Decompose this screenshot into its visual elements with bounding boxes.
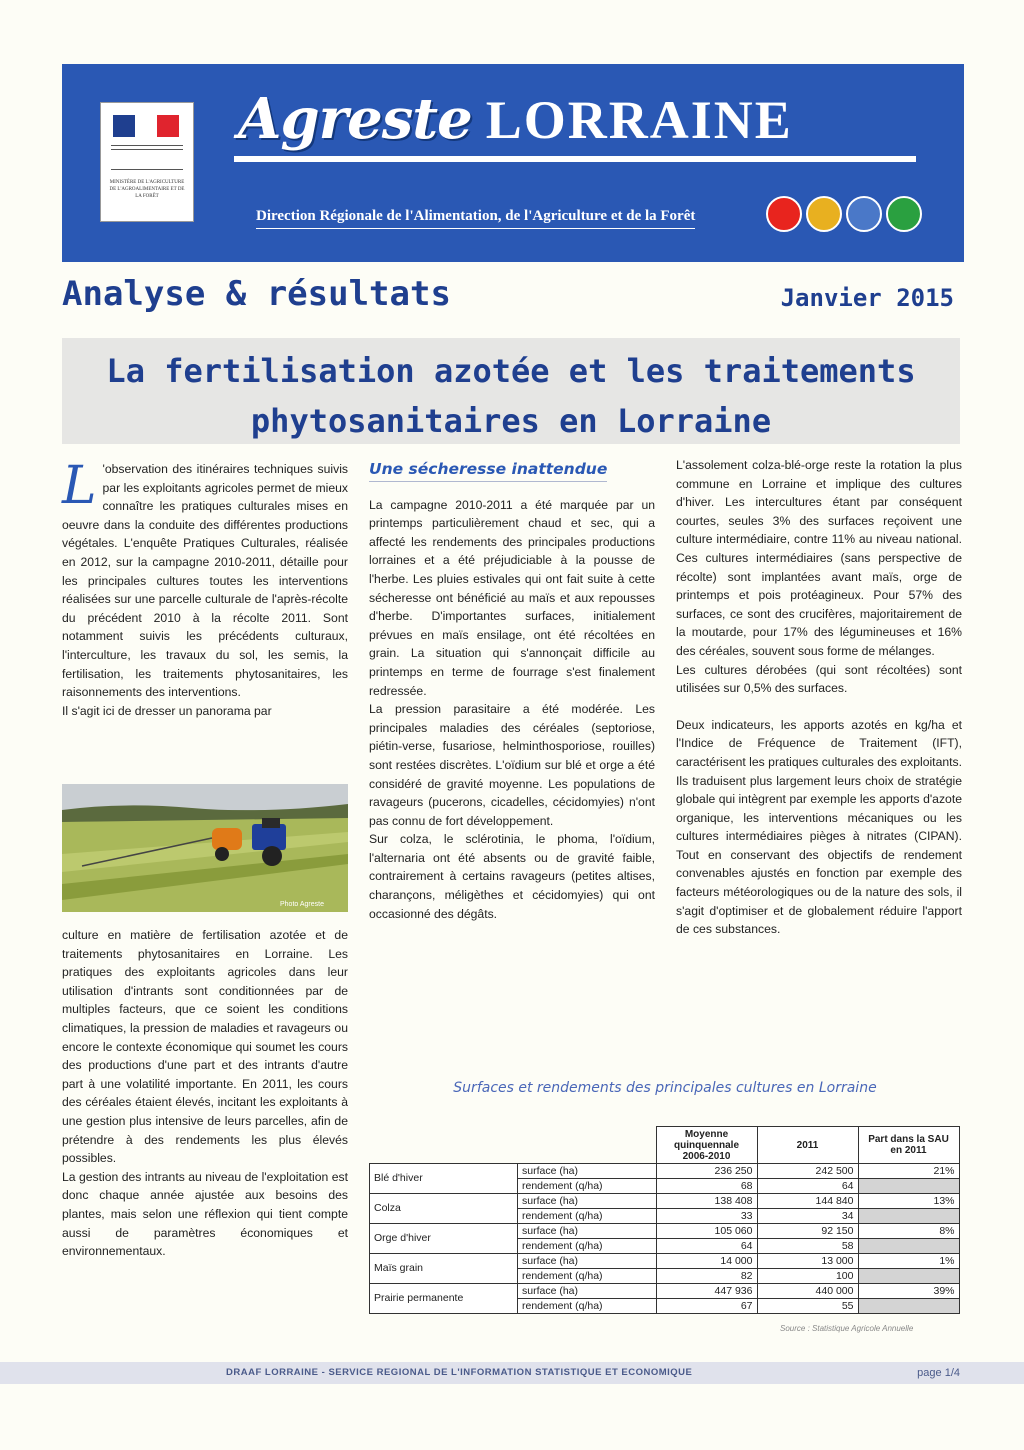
metric-label: surface (ha)	[518, 1164, 657, 1179]
value-2011: 58	[757, 1239, 858, 1254]
table-row	[370, 1194, 960, 1209]
value-average: 105 060	[656, 1224, 757, 1239]
crop-name: Orge d'hiver	[370, 1224, 518, 1254]
column-3	[676, 456, 962, 939]
metric-label: rendement (q/ha)	[518, 1209, 657, 1224]
page-number: page 1/4	[917, 1367, 960, 1379]
title-line-2: phytosanitaires en Lorraine	[250, 402, 772, 440]
column-1-top	[62, 456, 348, 720]
value-2011: 100	[757, 1269, 858, 1284]
col1-paragraph-3: culture en matière de fertilisation azotée et de traitements phytosanitaires en Lorraine. Les pratiques des exploitants agricoles dans leur utilisation d'intrants sont conditionnées par de multiples facteurs, que ce soient les conditions climatiques, la pression de maladies et ravageurs ou encore le contexte économique qui soumet les cours des productions d'une part et des intrants d'autre part à une volatilité importante. En 2011, les cours des céréales étaient élevés, incitant les exploitants à une gestion plus intensive de leurs parcelles, afin de prétendre à des rendements les plus élevés possibles.	[62, 928, 348, 1166]
red-dot-icon	[766, 196, 802, 232]
green-dot-icon	[886, 196, 922, 232]
col1-paragraph-1: 'observation des itinéraires techniques suivis par les exploitants agricoles permet de mieux connaître les pratiques culturales mises en oeuvre dans la conduite des différentes productions végétales. L'enquête Pratiques Culturales, réalisée en 2012, sur la campagne 2010-2011, détaille pour les principales cultures toutes les interventions réalisées sur une parcelle culturale de l'après-récolte du précédent 2010 à la récolte 2011. Sont notamment suivis les précédents culturaux, l'interculture, les travaux du sol, les semis, la fertilisation, les traitements phytosanitaires, les raisonnements des interventions.	[62, 462, 348, 700]
col1-paragraph-2: Il s'agit ici de dresser un panorama par	[62, 703, 272, 718]
empty-cell	[858, 1209, 959, 1224]
empty-cell	[858, 1299, 959, 1314]
value-2011: 144 840	[757, 1194, 858, 1209]
column-2	[369, 460, 655, 923]
blue-dot-icon	[846, 196, 882, 232]
value-average: 82	[656, 1269, 757, 1284]
french-flag-icon	[113, 115, 179, 137]
value-2011: 34	[757, 1209, 858, 1224]
value-average: 64	[656, 1239, 757, 1254]
value-average: 14 000	[656, 1254, 757, 1269]
brand-underline	[234, 156, 916, 162]
title-line-1: La fertilisation azotée et les traitements	[106, 352, 916, 390]
photo-credit: Photo Agreste	[280, 901, 324, 908]
col-header-average: Moyenne quinquennale 2006-2010	[656, 1127, 757, 1164]
metric-label: rendement (q/ha)	[518, 1239, 657, 1254]
article-title	[62, 346, 960, 446]
metric-label: surface (ha)	[518, 1194, 657, 1209]
value-2011: 92 150	[757, 1224, 858, 1239]
col3-paragraph-2: Les cultures dérobées (qui sont récoltées) sont utilisées sur 0,5% des surfaces.	[676, 662, 962, 696]
value-average: 68	[656, 1179, 757, 1194]
field-sprayer-photo	[62, 784, 348, 912]
value-2011: 440 000	[757, 1284, 858, 1299]
empty-cell	[858, 1239, 959, 1254]
metric-label: surface (ha)	[518, 1224, 657, 1239]
table-header-row	[370, 1127, 960, 1164]
metric-label: rendement (q/ha)	[518, 1269, 657, 1284]
col2-paragraph-2: La pression parasitaire a été modérée. Les principales maladies des céréales (septoriose, piétin-verse, fusariose, helminthosporiose, rouilles) sont restées discrètes. L'oïdium sur blé et orge a été considéré de gravité moyenne. Les populations de ravageurs (pucerons, cicadelles, cécidomyies) n'ont pas connu de fort développement.	[369, 702, 655, 828]
crop-name: Blé d'hiver	[370, 1164, 518, 1194]
ministry-logo-text: MINISTÈRE DE L'AGRICULTURE DE L'AGROALIMENTAIRE ET DE LA FORÊT	[109, 180, 185, 199]
value-share: 1%	[858, 1254, 959, 1269]
value-average: 236 250	[656, 1164, 757, 1179]
col3-paragraph-1: L'assolement colza-blé-orge reste la rotation la plus commune en Lorraine et implique des cultures d'hiver. Les intercultures étant par conséquent courtes, seules 3% des surfaces reçoivent une culture intermédiaire, contre 11% au niveau national. Ces cultures intermédiaires (sans perspective de récolte) sont implantées avant maïs, orge de printemps et pois protéagineux. Pour 57% des surfaces, ce sont des crucifères, majoritairement de la moutarde, pour 17% des légumineuses et 16% des céréales, souvent sous forme de mélanges.	[676, 458, 962, 658]
column-1-bottom	[62, 926, 348, 1261]
crops-table	[369, 1126, 960, 1314]
yellow-dot-icon	[806, 196, 842, 232]
value-share: 13%	[858, 1194, 959, 1209]
empty-cell	[858, 1269, 959, 1284]
col2-paragraph-3: Sur colza, le sclérotinia, le phoma, l'oïdium, l'alternaria ont été absents ou de gravité faible, contrairement à certains ravageurs (petites altises, charançons, méligèthes et cécidomyies) qui ont occasionné des dégâts.	[369, 832, 655, 921]
crop-name: Prairie permanente	[370, 1284, 518, 1314]
table-row	[370, 1284, 960, 1299]
metric-label: surface (ha)	[518, 1254, 657, 1269]
value-share: 21%	[858, 1164, 959, 1179]
col-header-2011: 2011	[757, 1127, 858, 1164]
table-source: Source : Statistique Agricole Annuelle	[780, 1324, 914, 1333]
value-2011: 242 500	[757, 1164, 858, 1179]
table-row	[370, 1224, 960, 1239]
crop-name: Maïs grain	[370, 1254, 518, 1284]
footer-text: DRAAF LORRAINE - SERVICE REGIONAL DE L'INFORMATION STATISTIQUE ET ECONOMIQUE	[226, 1367, 693, 1378]
metric-label: rendement (q/ha)	[518, 1179, 657, 1194]
publication-date: Janvier 2015	[780, 284, 954, 312]
masthead	[62, 64, 964, 262]
drop-cap: L	[62, 456, 97, 516]
col-header-share: Part dans la SAU en 2011	[858, 1127, 959, 1164]
crop-name: Colza	[370, 1194, 518, 1224]
value-average: 447 936	[656, 1284, 757, 1299]
title-band	[62, 338, 960, 444]
value-average: 67	[656, 1299, 757, 1314]
table-row	[370, 1254, 960, 1269]
color-dots	[766, 196, 922, 232]
brand-main: Agreste	[238, 86, 472, 152]
brand-title	[238, 86, 793, 152]
table-caption: Surfaces et rendements des principales cultures en Lorraine	[453, 1080, 877, 1096]
table-row	[370, 1164, 960, 1179]
subheading-drought: Une sécheresse inattendue	[369, 460, 607, 482]
value-average: 138 408	[656, 1194, 757, 1209]
value-average: 33	[656, 1209, 757, 1224]
col2-paragraph-1: La campagne 2010-2011 a été marquée par un printemps particulièrement chaud et sec, qui a affecté les rendements des principales productions lorraines et a été préjudiciable à la pousse de l'herbe. Les pluies estivales qui ont fait suite à cette sécheresse ont bénéficié au maïs et aux repousses d'herbe. D'importantes surfaces, initialement prévues en maïs ensilage, ont été récoltées en grain. La situation qui s'annonçait difficile au printemps en terme de fourrage s'est finalement redressée.	[369, 497, 655, 698]
metric-label: rendement (q/ha)	[518, 1299, 657, 1314]
metric-label: surface (ha)	[518, 1284, 657, 1299]
direction-name: Direction Régionale de l'Alimentation, de l'Agriculture et de la Forêt	[256, 208, 695, 229]
value-2011: 13 000	[757, 1254, 858, 1269]
value-share: 8%	[858, 1224, 959, 1239]
empty-cell	[858, 1179, 959, 1194]
col3-paragraph-3: Deux indicateurs, les apports azotés en kg/ha et l'Indice de Fréquence de Traitement (IFT), caractérisent les pratiques culturales des exploitants. Ils traduisent plus largement leurs choix de stratégie globale qui intègrent par exemple les apports d'azote organique, les interventions mécaniques ou les cultures intermédiaires pièges à nitrates (CIPAN). Tout en conservant des objectifs de rendement convenables ajustés en fonction par exemple des facteurs météorologiques ou de la nature des sols, il s'agit d'optimiser et de globalement réduire l'apport de ces substances.	[676, 717, 962, 937]
col1-paragraph-4: La gestion des intrants au niveau de l'exploitation est donc chaque année ajustée aux besoins des plantes, mais selon une réflexion qui tient compte aussi de paramètres économiques et environnementaux.	[62, 1169, 348, 1259]
value-2011: 64	[757, 1179, 858, 1194]
section-label: Analyse & résultats	[62, 274, 451, 314]
ministry-logo	[100, 102, 194, 222]
brand-region: LORRAINE	[485, 90, 793, 150]
value-2011: 55	[757, 1299, 858, 1314]
value-share: 39%	[858, 1284, 959, 1299]
